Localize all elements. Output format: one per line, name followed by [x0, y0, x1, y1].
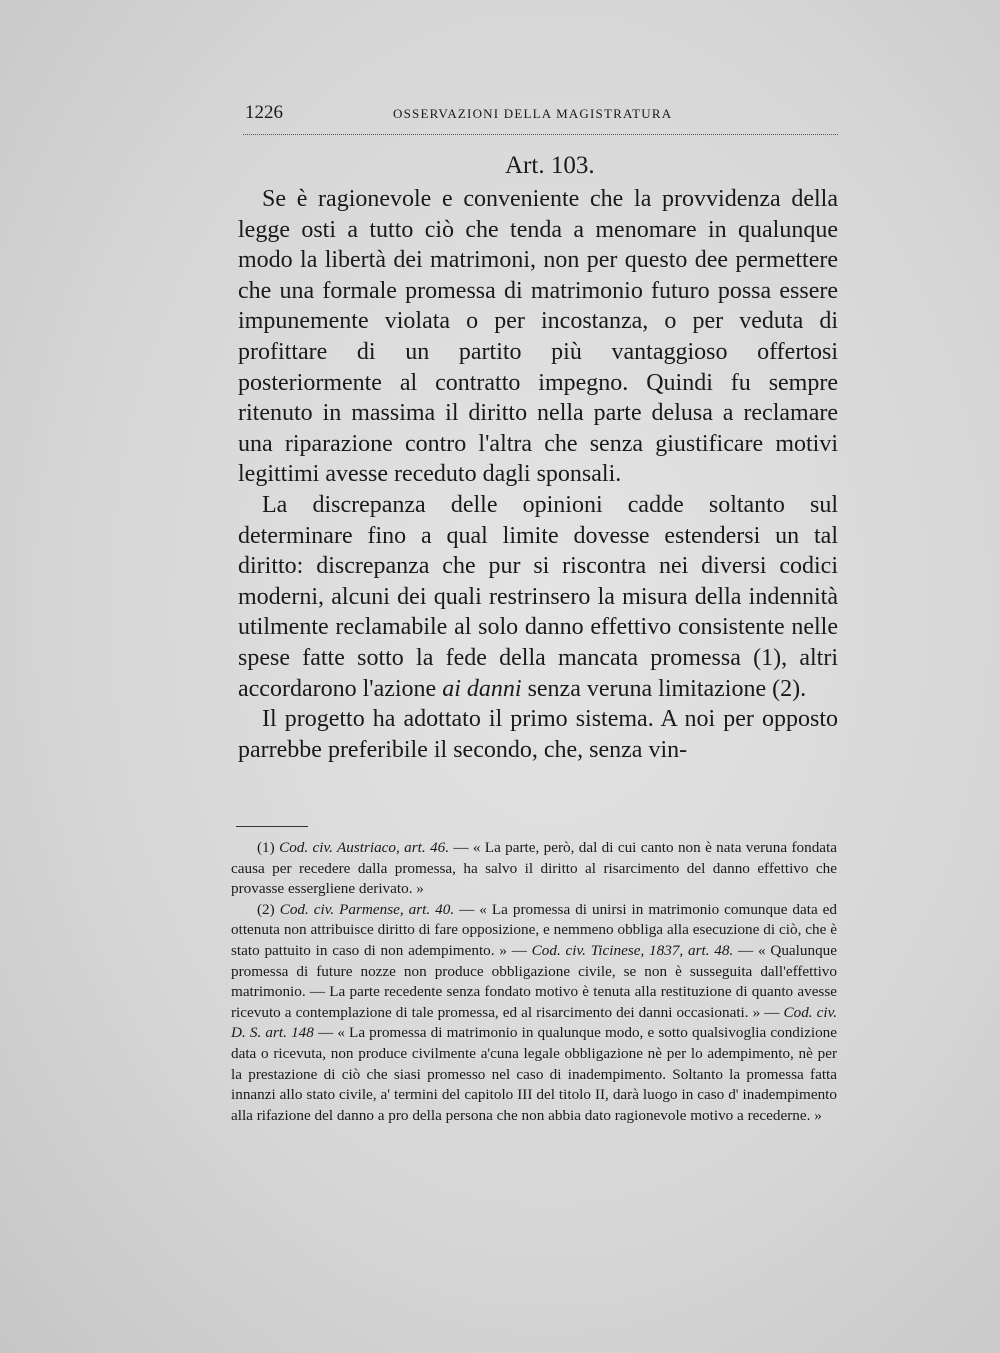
- footnote-2-text-2: — « Qualunque promessa di future nozze non produce obbligazione civile, se non è susseguita dall'effettivo matrimonio. — La parte recedente senza fondato motivo è tenuta alla restituzione di quanto avesse ricevuto a contemplazione di tale promessa, ed al risarcimento dei danni occasionati. » —: [231, 941, 838, 1021]
- paragraph-2-text-a: La discrepanza delle opinioni cadde soltanto sul determinare fino a qual limite dovesse estendersi un tal diritto: discrepanza che pur si riscontra nei diversi codici moderni, alcuni dei quali restrinsero la misura della indennità utilmente reclamabile al solo danno effettivo consistente nelle spese fatte sotto la fede della mancata promessa (1), altri accordarono l'azione: [238, 491, 838, 702]
- body-text: [238, 184, 838, 765]
- footnote-1-text: — « La parte, però, dal di cui canto non è nata veruna fondata causa per recedere dalla promessa, ha salvo il diritto al risarcimento del danno effettivo che provasse essergliene derivato. »: [231, 839, 837, 898]
- paragraph-2: [238, 490, 838, 704]
- running-title: OSSERVAZIONI DELLA MAGISTRATURA: [393, 106, 673, 121]
- footnote-2: [231, 900, 837, 1127]
- page-header: [243, 100, 838, 135]
- footnote-2-citation-2: Cod. civ. Ticinese, 1837, art. 48.: [531, 941, 734, 959]
- paragraph-3: Il progetto ha adottato il primo sistema. A noi per opposto parrebbe preferibile il secondo, che, senza vin-: [238, 706, 838, 763]
- footnote-rule: [236, 826, 308, 827]
- footnote-2-citation-1: Cod. civ. Parmense, art. 40.: [279, 900, 455, 918]
- footnote-1: [231, 838, 837, 900]
- paragraph-2-italic: ai danni: [442, 675, 522, 702]
- footnote-2-text-1: — « La promessa di unirsi in matrimonio comunque data ed ottenuta non attribuisce diritto di fare opposizione, e nemmeno obbliga alla esecuzione di ciò, che è stato pattuito in caso di non adempimento. » —: [231, 900, 838, 959]
- article-heading: Art. 103.: [505, 152, 595, 179]
- footnote-2-number: (2): [257, 900, 275, 918]
- footnote-1-number: (1): [257, 839, 275, 856]
- footnotes: [231, 838, 837, 1126]
- page-number: 1226: [245, 102, 283, 123]
- footnote-2-citation-3: Cod. civ. D. S. art. 148: [231, 1003, 837, 1042]
- paragraph-2-text-b: senza veruna limitazione (2).: [527, 675, 807, 702]
- footnote-1-citation: Cod. civ. Austriaco, art. 46.: [279, 839, 449, 856]
- paragraph-1: Se è ragionevole e conveniente che la provvidenza della legge osti a tutto ciò che tenda a menomare in qualunque modo la libertà dei matrimoni, non per questo dee permettere che una formale promessa di matrimonio futuro possa essere impunemente violata o per incostanza, o per veduta di profittare di un partito più vantaggioso offertosi posteriormente al contratto impegno. Quindi fu sempre ritenuto in massima il diritto nella parte delusa a reclamare una riparazione contro l'altra che senza giustificare motivi legittimi avesse receduto dagli sponsali.: [238, 186, 838, 488]
- footnote-2-text-3: — « La promessa di matrimonio in qualunque modo, e sotto qualsivoglia condizione data o ricevuta, non produce civilmente a'cuna legale obbligazione nè per lo adempimento, nè per la prestazione di ciò che siasi promesso nel caso di inadempimento. Soltanto la promessa fatta innanzi allo stato civile, a' termini del capitolo III del titolo II, darà luogo in caso d' inadempimento alla rifazione del danno a pro della persona che non abbia dato ragionevole motivo a recederne. »: [231, 1024, 838, 1124]
